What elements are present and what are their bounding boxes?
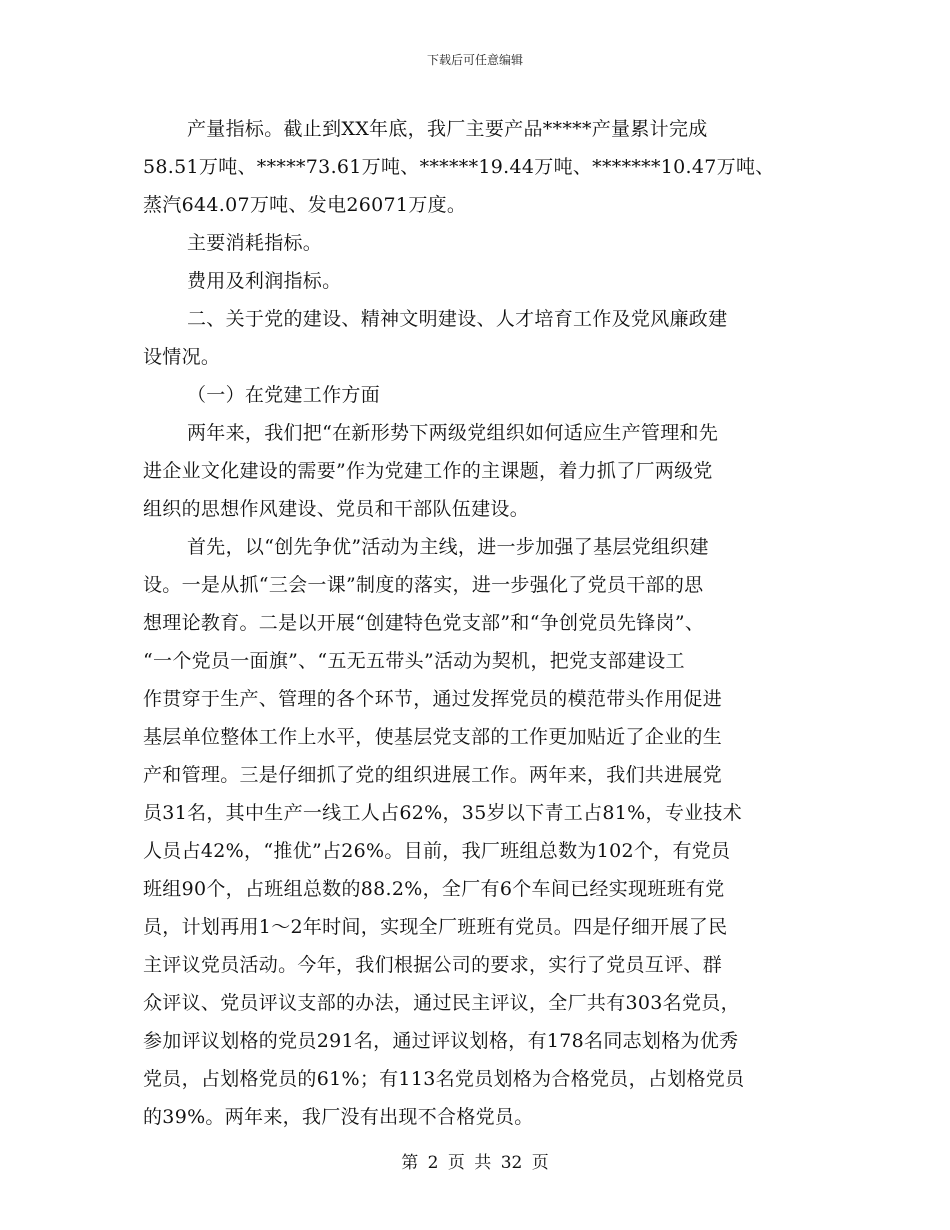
paragraph-line: 费用及利润指标。 — [187, 270, 342, 292]
paragraph-line: 员，计划再用1～2年时间，实现全厂班班有党员。四是仔细开展了民 — [143, 916, 728, 938]
paragraph-line: 两年来，我们把“在新形势下两级党组织如何适应生产管理和先 — [187, 422, 719, 444]
page-number-footer: 第 2 页 共 32 页 — [401, 1153, 549, 1173]
document-body — [143, 110, 823, 1136]
paragraph-line: 班组90个，占班组总数的88.2%，全厂有6个车间已经实现班班有党 — [143, 878, 725, 900]
paragraph-line: 进企业文化建设的需要”作为党建工作的主课题，着力抓了厂两级党 — [143, 460, 713, 482]
paragraph-line: 产量指标。截止到XX年底，我厂主要产品*****产量累计完成 — [187, 118, 708, 140]
paragraph-line: 人员占42%，“推优”占26%。目前，我厂班组总数为102个，有党员 — [143, 840, 731, 862]
subsection-heading: （一）在党建工作方面 — [187, 384, 381, 406]
page-header: 下载后可任意编辑 — [426, 53, 523, 67]
paragraph-line: 参加评议划格的党员291名，通过评议划格，有178名同志划格为优秀 — [143, 1030, 739, 1052]
paragraph-line: “一个党员一面旗”、“五无五带头”活动为契机，把党支部建设工 — [143, 650, 685, 672]
paragraph-line: 产和管理。三是仔细抓了党的组织进展工作。两年来，我们共进展党 — [143, 764, 723, 786]
paragraph-line: 58.51万吨、*****73.61万吨、******19.44万吨、*******10.47万吨、 — [143, 156, 775, 178]
section-heading: 二、关于党的建设、精神文明建设、人才培育工作及党风廉政建 — [187, 308, 728, 330]
paragraph-line: 党员，占划格党员的61%；有113名党员划格为合格党员，占划格党员 — [143, 1068, 745, 1090]
paragraph-line: 作贯穿于生产、管理的各个环节，通过发挥党员的模范带头作用促进 — [143, 688, 723, 710]
section-heading: 设情况。 — [143, 346, 221, 368]
paragraph-line: 蒸汽644.07万吨、发电26071万度。 — [143, 194, 467, 216]
paragraph-line: 的39%。两年来，我厂没有出现不合格党员。 — [143, 1106, 534, 1128]
paragraph-line: 基层单位整体工作上水平，使基层党支部的工作更加贴近了企业的生 — [143, 726, 723, 748]
paragraph-line: 众评议、党员评议支部的办法，通过民主评议，全厂共有303名党员， — [143, 992, 740, 1014]
paragraph-line: 主评议党员活动。今年，我们根据公司的要求，实行了党员互评、群 — [143, 954, 723, 976]
paragraph-line: 想理论教育。二是以开展“创建特色党支部”和“争创党员先锋岗”、 — [143, 612, 705, 634]
paragraph-line: 主要消耗指标。 — [187, 232, 323, 254]
paragraph-line: 组织的思想作风建设、党员和干部队伍建设。 — [143, 498, 530, 520]
paragraph-line: 设。一是从抓“三会一课”制度的落实，进一步强化了党员干部的思 — [143, 574, 704, 596]
paragraph-line: 首先，以“创先争优”活动为主线，进一步加强了基层党组织建 — [187, 536, 709, 558]
paragraph-line: 员31名，其中生产一线工人占62%，35岁以下青工占81%，专业技术 — [143, 802, 743, 824]
